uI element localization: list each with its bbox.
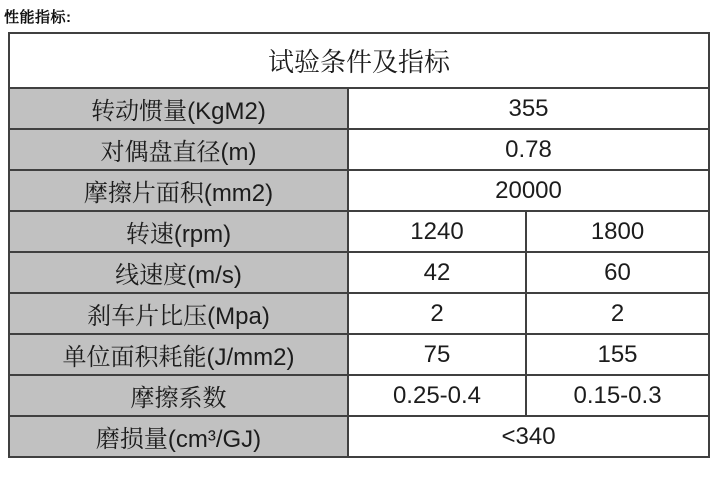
page-title: 性能指标: <box>4 9 72 26</box>
row-value: 355 <box>348 88 709 129</box>
row-label: 磨损量(cm³/GJ) <box>9 416 348 457</box>
row-value: 0.25-0.4 <box>348 375 526 416</box>
row-label: 转动惯量(KgM2) <box>9 88 348 129</box>
row-value: 0.78 <box>348 129 709 170</box>
row-value: 42 <box>348 252 526 293</box>
row-label: 转速(rpm) <box>9 211 348 252</box>
row-label: 线速度(m/s) <box>9 252 348 293</box>
row-value: 2 <box>348 293 526 334</box>
table-row <box>9 293 709 334</box>
row-label: 对偶盘直径(m) <box>9 129 348 170</box>
table-row <box>9 416 709 457</box>
row-value: 1240 <box>348 211 526 252</box>
table-title-row <box>9 33 709 88</box>
row-label: 单位面积耗能(J/mm2) <box>9 334 348 375</box>
table-row <box>9 211 709 252</box>
spec-table <box>8 32 710 458</box>
table-row <box>9 170 709 211</box>
table-row <box>9 252 709 293</box>
row-value: <340 <box>348 416 709 457</box>
row-label: 刹车片比压(Mpa) <box>9 293 348 334</box>
row-value: 155 <box>526 334 709 375</box>
table-row <box>9 334 709 375</box>
row-label: 摩擦片面积(mm2) <box>9 170 348 211</box>
row-value: 0.15-0.3 <box>526 375 709 416</box>
row-value: 75 <box>348 334 526 375</box>
row-value: 1800 <box>526 211 709 252</box>
row-value: 2 <box>526 293 709 334</box>
table-row <box>9 375 709 416</box>
row-value: 60 <box>526 252 709 293</box>
table-row <box>9 88 709 129</box>
table-title: 试验条件及指标 <box>9 33 709 88</box>
row-value: 20000 <box>348 170 709 211</box>
row-label: 摩擦系数 <box>9 375 348 416</box>
table-row <box>9 129 709 170</box>
